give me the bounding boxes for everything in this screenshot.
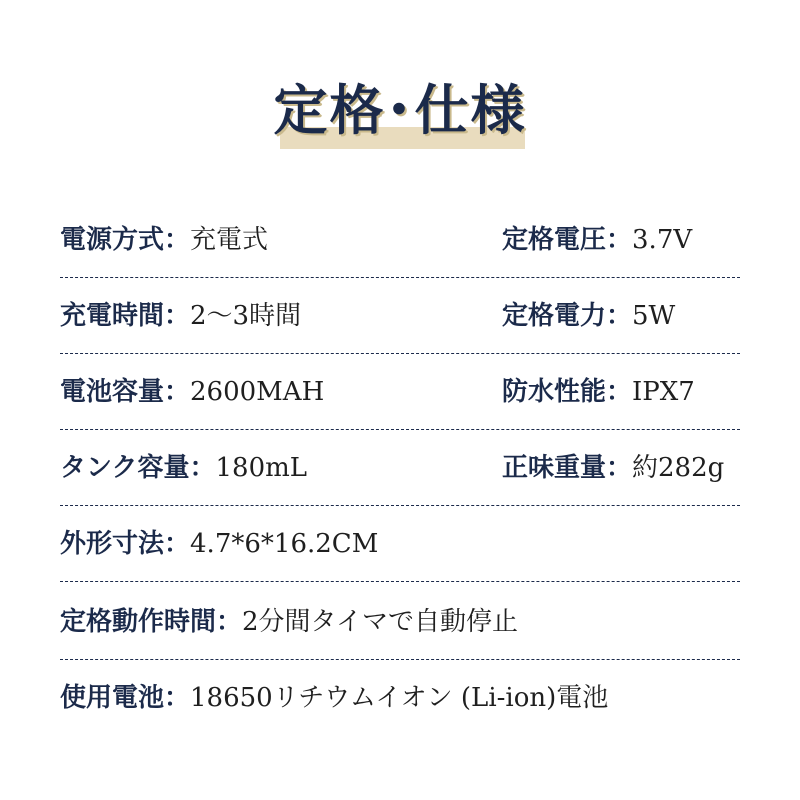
spec-row: [60, 430, 740, 506]
spec-item: [502, 202, 692, 278]
spec-row: [60, 660, 740, 736]
spec-value: 4.7*6*16.2CM: [190, 529, 379, 559]
spec-label: 電池容量：: [60, 377, 191, 407]
spec-value: 3.7V: [632, 225, 693, 255]
spec-label: 正味重量：: [502, 453, 633, 483]
spec-label: 電源方式：: [60, 225, 191, 255]
spec-item: [60, 202, 268, 278]
spec-row: [60, 354, 740, 430]
spec-value: 5W: [632, 301, 676, 331]
spec-value: 充電式: [190, 225, 269, 255]
spec-row: [60, 506, 740, 582]
spec-item: [60, 278, 301, 354]
spec-label: 外形寸法：: [60, 529, 191, 559]
page-title: 定格･仕様: [273, 78, 527, 142]
spec-value: 約282g: [632, 453, 725, 483]
spec-value: 2～3時間: [190, 301, 302, 331]
spec-value: 2600MAH: [190, 377, 325, 407]
spec-item: [60, 506, 378, 582]
spec-label: 充電時間：: [60, 301, 191, 331]
spec-label: 使用電池：: [60, 683, 191, 713]
spec-value: 180mL: [215, 453, 308, 483]
spec-item: [60, 354, 324, 430]
spec-item: [502, 278, 675, 354]
spec-item: [60, 660, 608, 736]
spec-item: [60, 430, 307, 506]
spec-label: タンク容量：: [60, 453, 216, 483]
spec-row: [60, 278, 740, 354]
spec-label: 定格動作時間：: [60, 607, 243, 637]
spec-item: [502, 354, 695, 430]
title-block: [0, 70, 800, 150]
dashed-divider: [60, 581, 740, 582]
spec-label: 防水性能：: [502, 377, 633, 407]
spec-label: 定格電力：: [502, 301, 633, 331]
spec-value: 18650リチウムイオン (Li-ion)電池: [190, 683, 609, 713]
spec-item: [502, 430, 724, 506]
spec-value: IPX7: [632, 377, 695, 407]
spec-label: 定格電圧：: [502, 225, 633, 255]
spec-value: 2分間タイマで自動停止: [242, 607, 519, 637]
spec-row: [60, 584, 740, 660]
spec-row: [60, 202, 740, 278]
spec-item: [60, 584, 518, 660]
